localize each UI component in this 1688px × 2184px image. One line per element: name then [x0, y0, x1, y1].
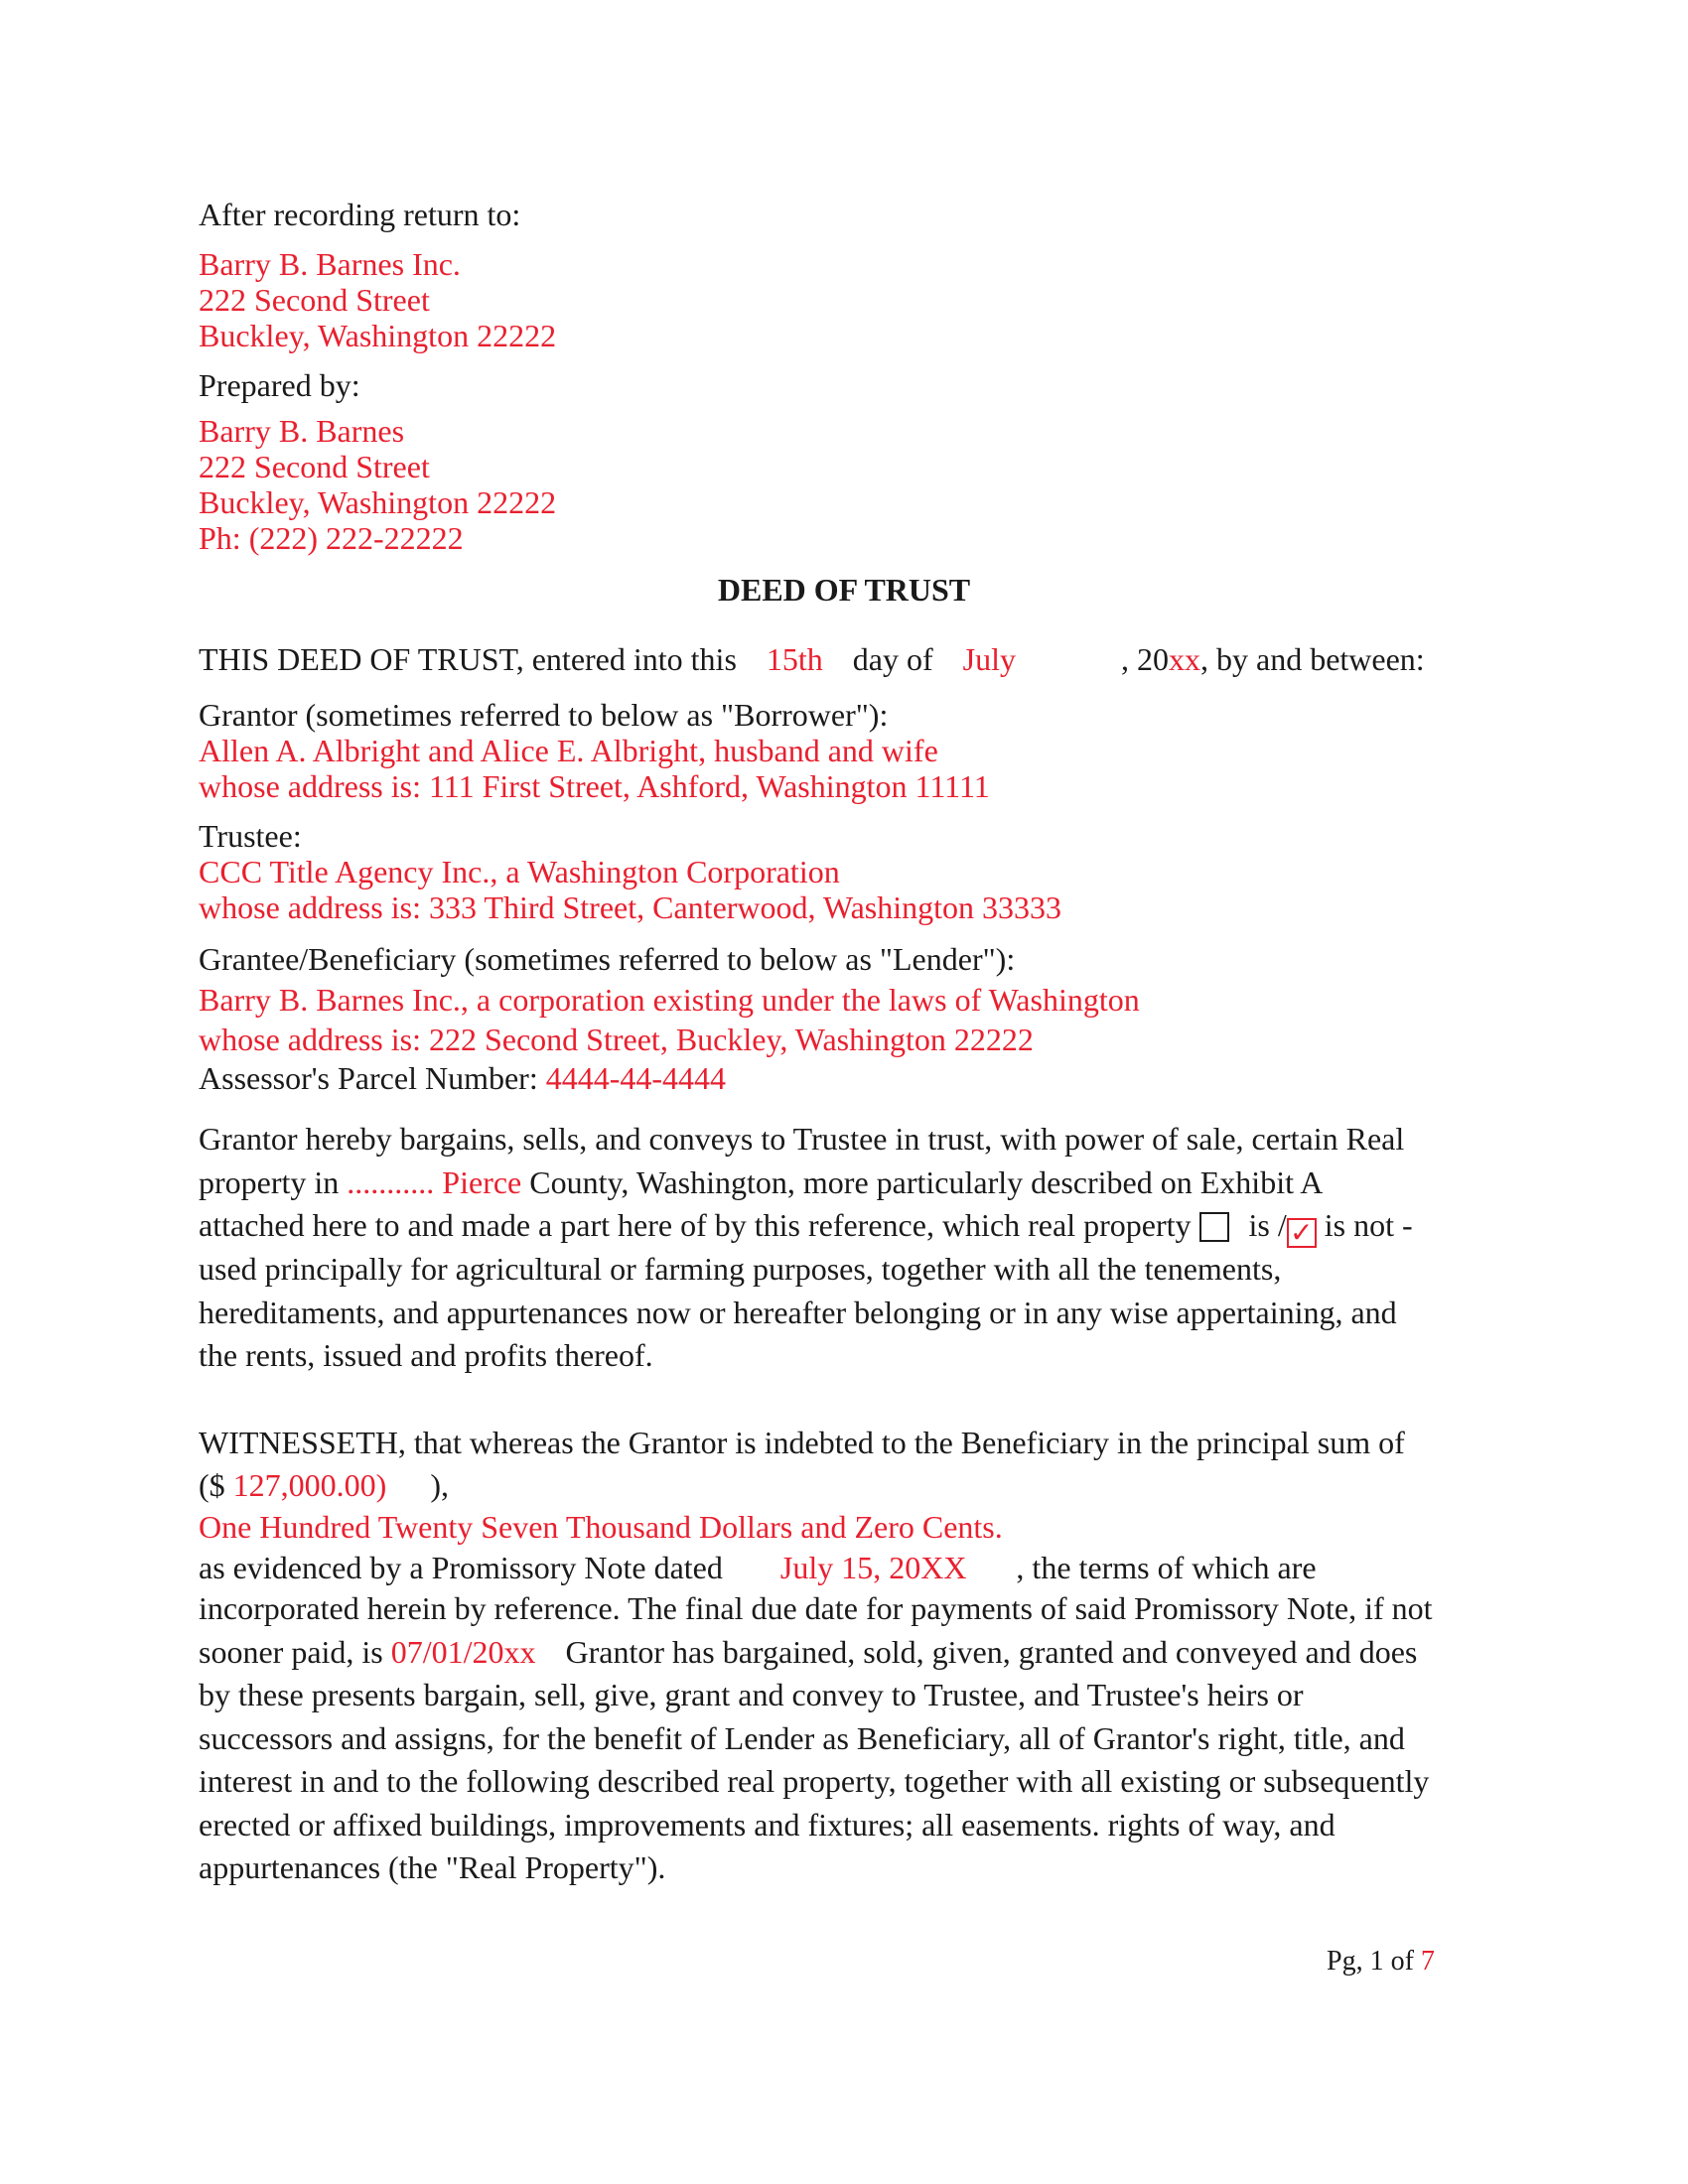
- conveyance-line-2: [199, 1161, 1489, 1205]
- conveyance-line-4: used principally for agricultural or farming purposes, together with all the tenements,: [199, 1251, 1282, 1287]
- witnesseth-line-inc: incorporated herein by reference. The final due date for payments of said Promissory Note, if not: [199, 1590, 1433, 1626]
- intro-month: July: [962, 641, 1016, 677]
- trustee-name: CCC Title Agency Inc., a Washington Corporation: [199, 854, 840, 889]
- is-not-check-mark-icon: ✓: [1290, 1216, 1314, 1249]
- amount-in-words: One Hundred Twenty Seven Thousand Dollars and Zero Cents.: [199, 1509, 1003, 1545]
- witnesseth-line-d: interest in and to the following described real property, together with all existing or subsequently: [199, 1763, 1430, 1799]
- note-terms-text: , the terms of which are: [1016, 1550, 1317, 1585]
- document-body: [199, 197, 1489, 1890]
- return-to-name: Barry B. Barnes Inc.: [199, 246, 461, 282]
- witnesseth-paragraph: [199, 1422, 1489, 1890]
- prepared-by-label: Prepared by:: [199, 367, 360, 403]
- trustee-label: Trustee:: [199, 818, 302, 854]
- prepared-by-city: Buckley, Washington 22222: [199, 484, 557, 520]
- witnesseth-line-1: WITNESSETH, that whereas the Grantor is indebted to the Beneficiary in the principal sum of: [199, 1424, 1405, 1460]
- is-checkbox[interactable]: [1199, 1212, 1229, 1242]
- grantor-name: Allen A. Albright and Alice E. Albright, husband and wife: [199, 733, 938, 768]
- due-date: 07/01/20xx: [390, 1633, 536, 1670]
- note-text: as evidenced by a Promissory Note dated: [199, 1550, 723, 1585]
- return-to-street: 222 Second Street: [199, 282, 430, 318]
- return-to-block: [199, 197, 1489, 353]
- note-line: [199, 1548, 1489, 1587]
- total-pages: 7: [1420, 1946, 1435, 1977]
- return-to-label: After recording return to:: [199, 197, 521, 232]
- conveyance-line-3: [199, 1204, 1489, 1248]
- principal-amount: 127,000.00): [232, 1467, 387, 1503]
- is-not-checkbox[interactable]: [1287, 1218, 1317, 1248]
- conveyance-line-1: Grantor hereby bargains, sells, and conveys to Trustee in trust, with power of sale, certain Real: [199, 1121, 1405, 1157]
- intro-line: [199, 641, 1489, 677]
- grantor-address: whose address is: 111 First Street, Ashford, Washington 11111: [199, 768, 990, 804]
- county-field: ........... Pierce: [347, 1163, 522, 1200]
- grantor-label: Grantor (sometimes referred to below as "Borrower"):: [199, 697, 889, 733]
- return-to-city: Buckley, Washington 22222: [199, 318, 557, 353]
- due-text: sooner paid, is: [199, 1633, 383, 1670]
- prepared-by-phone: Ph: (222) 222-22222: [199, 520, 464, 556]
- page-label: Pg, 1 of: [1327, 1946, 1414, 1977]
- trustee-block: [199, 818, 1489, 925]
- intro-day: 15th: [766, 641, 823, 677]
- intro-text-3: , 20: [1120, 641, 1169, 677]
- grantee-address: whose address is: 222 Second Street, Buckley, Washington 22222: [199, 1022, 1034, 1057]
- is-not-label: is not -: [1324, 1207, 1413, 1243]
- grantee-label: Grantee/Beneficiary (sometimes referred to below as "Lender"):: [199, 941, 1016, 977]
- conveyance-line-5: hereditaments, and appurtenances now or hereafter belonging or in any wise appertaining, and: [199, 1294, 1397, 1330]
- amount-line: [199, 1464, 1489, 1506]
- page-number: [1327, 1946, 1435, 1978]
- note-date: July 15, 20XX: [779, 1550, 967, 1585]
- prepared-by-name: Barry B. Barnes: [199, 413, 405, 449]
- trustee-address: whose address is: 333 Third Street, Canterwood, Washington 33333: [199, 889, 1062, 925]
- due-date-line: [199, 1631, 1489, 1675]
- witnesseth-line-b: by these presents bargain, sell, give, grant and convey to Trustee, and Trustee's heirs or: [199, 1677, 1304, 1712]
- prepared-by-block: [199, 367, 1489, 556]
- amount-prefix: ($: [199, 1467, 225, 1503]
- conveyance-attached-text: attached here to and made a part here of by this reference, which real property: [199, 1207, 1192, 1243]
- intro-text-1: THIS DEED OF TRUST, entered into this: [199, 641, 737, 677]
- conveyance-property-in: property in: [199, 1163, 340, 1200]
- parcel-label: Assessor's Parcel Number:: [199, 1060, 538, 1096]
- grantor-block: [199, 697, 1489, 804]
- intro-year: xx: [1168, 641, 1200, 677]
- due-continuation: Grantor has bargained, sold, given, granted and conveyed and does: [565, 1633, 1418, 1670]
- witnesseth-line-f: appurtenances (the "Real Property").: [199, 1849, 666, 1885]
- amount-suffix: ),: [430, 1467, 449, 1503]
- intro-text-2: day of: [852, 641, 933, 677]
- witnesseth-line-c: successors and assigns, for the benefit of Lender as Beneficiary, all of Grantor's right, title, and: [199, 1719, 1405, 1756]
- grantee-block: [199, 939, 1489, 1098]
- grantee-name: Barry B. Barnes Inc., a corporation existing under the laws of Washington: [199, 982, 1140, 1018]
- conveyance-line-6: the rents, issued and profits thereof.: [199, 1337, 653, 1373]
- is-label: is /: [1248, 1207, 1287, 1243]
- parcel-line: [199, 1059, 1489, 1098]
- prepared-by-street: 222 Second Street: [199, 449, 430, 484]
- conveyance-paragraph: [199, 1118, 1489, 1378]
- intro-text-4: , by and between:: [1199, 641, 1425, 677]
- witnesseth-line-e: erected or affixed buildings, improvements and fixtures; all easements. rights of way, and: [199, 1806, 1336, 1843]
- parcel-number: 4444-44-4444: [545, 1060, 727, 1096]
- conveyance-county-text: County, Washington, more particularly described on Exhibit A: [529, 1163, 1324, 1200]
- document-title: DEED OF TRUST: [717, 572, 971, 608]
